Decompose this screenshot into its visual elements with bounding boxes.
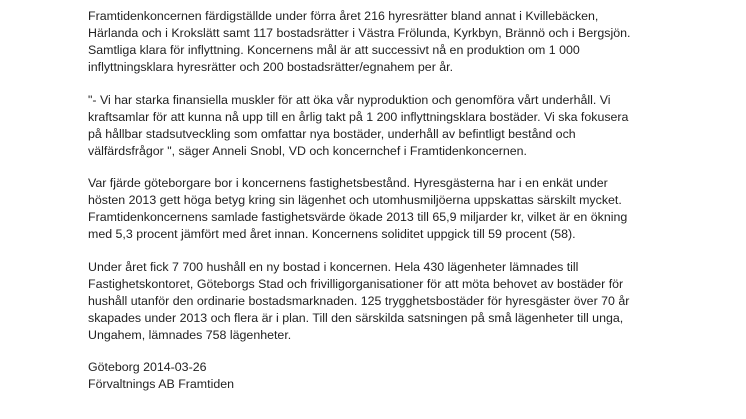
- text-line: Härlanda och i Krokslätt samt 117 bostadsrätter i Västra Frölunda, Kyrkbyn, Brännö och i Bergsjön.: [88, 26, 631, 40]
- text-line: Fastighetskontoret, Göteborgs Stad och frivilligorganisationer för att möta behovet av bostäder för: [88, 276, 624, 291]
- signature-block: [88, 359, 738, 393]
- text-line: med 5,3 procent jämfört med året innan. Koncernens soliditet uppgick till 59 procent (58).: [88, 227, 576, 241]
- text-line: Framtidenkoncernens samlade fastighetsvärde ökade 2013 till 65,9 miljarder kr, vilket är en ökning: [88, 210, 628, 224]
- paragraph-tenants: [88, 175, 738, 243]
- text-line: kraftsamlar för att kunna nå upp till en årlig takt på 1 200 inflyttningsklara bostäder. Vi ska fokusera: [88, 109, 629, 124]
- text-line: hushåll utanför den ordinarie bostadsmarknaden. 125 trygghetsbostäder för hyresgäster över 70 år: [88, 293, 630, 308]
- text-line: Under året fick 7 700 hushåll en ny bostad i koncernen. Hela 430 lägenheter lämnades till: [88, 259, 579, 274]
- text-line: Samtliga klara för inflyttning. Koncernens mål är att successivt nå en produktion om 1 000: [88, 43, 580, 57]
- text-line: inflyttningsklara hyresrätter och 200 bostadsrätter/egnahem per år.: [88, 60, 454, 74]
- company-name: Förvaltnings AB Framtiden: [88, 377, 234, 391]
- paragraph-households: [88, 259, 738, 344]
- text-line: Framtidenkoncernen färdigställde under förra året 216 hyresrätter bland annat i Kvillebäcken,: [88, 9, 599, 23]
- text-line: skapades under 2013 och flera är i plan. Till den särskilda satsningen på små lägenheter till unga,: [88, 310, 624, 325]
- text-line: på hållbar stadsutveckling som omfattar nya bostäder, underhåll av befintligt bestånd och: [88, 126, 576, 141]
- place-date: Göteborg 2014-03-26: [88, 360, 207, 374]
- text-line: hösten 2013 gett höga betyg kring sin lägenhet och utomhusmiljöerna uppskattas särskilt mycket.: [88, 193, 622, 207]
- text-line: välfärdsfrågor ", säger Anneli Snobl, VD och koncernchef i Framtidenkoncernen.: [88, 143, 527, 158]
- paragraph-quote: [88, 92, 738, 160]
- text-line: Ungahem, lämnades 758 lägenheter.: [88, 327, 292, 342]
- document-body: [88, 8, 738, 393]
- paragraph-production: [88, 8, 738, 76]
- text-line: "- Vi har starka finansiella muskler för att öka vår nyproduktion och genomföra vårt underhåll. Vi: [88, 92, 611, 107]
- text-line: Var fjärde göteborgare bor i koncernens fastighetsbestånd. Hyresgästerna har i en enkät under: [88, 176, 608, 190]
